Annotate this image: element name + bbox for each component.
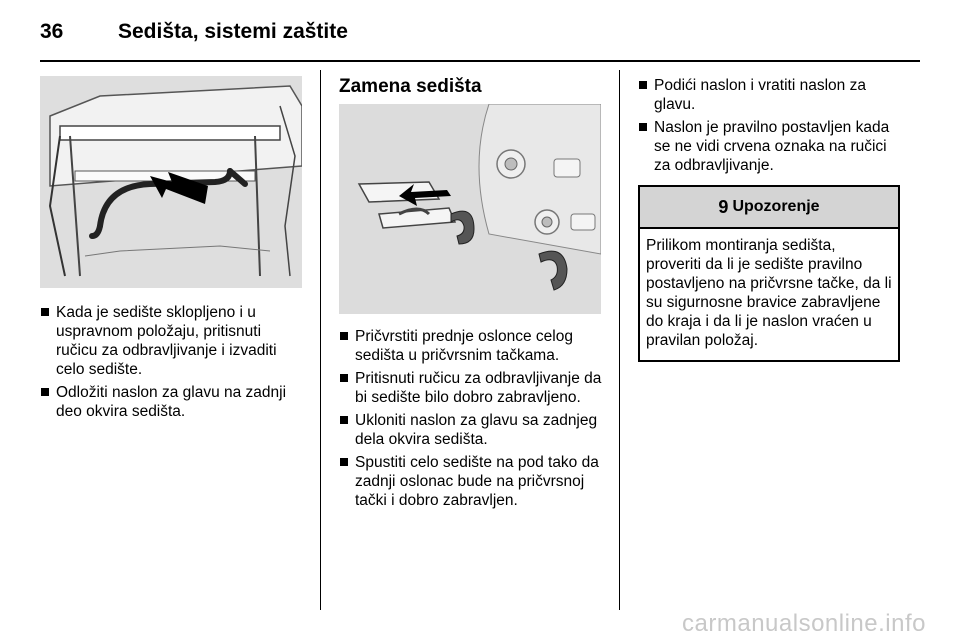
list-item: Pričvrstiti prednje oslonce celog sedišta u pričvrsnim tačkama.: [339, 327, 603, 365]
list-item: Podići naslon i vratiti naslon za glavu.: [638, 76, 900, 114]
middle-column: [339, 76, 603, 514]
right-column: [638, 76, 900, 362]
warning-box: [638, 185, 900, 362]
seat-mount-illustration: [339, 104, 601, 314]
header-rule: [40, 60, 920, 62]
list-item: Naslon je pravilno postavljen kada se ne vidi crvena oznaka na ručici za odbravljivanje.: [638, 118, 900, 175]
list-item: Pritisnuti ručicu za odbravljivanje da bi sedište bilo dobro zabravljeno.: [339, 369, 603, 407]
column-divider-right: [619, 70, 620, 610]
column-divider-left: [320, 70, 321, 610]
list-item: Ukloniti naslon za glavu sa zadnjeg dela okvira sedišta.: [339, 411, 603, 449]
warning-text: Prilikom montiranja sedišta, proveriti da li je sedište pravilno postavljeno na pričvrsne tačke, da li su sigurnosne bravice zabravljene do kraja i da li je naslon vraćen u pravilan položaj.: [646, 237, 892, 349]
watermark: carmanualsonline.info: [682, 610, 926, 637]
seat-release-illustration: [40, 76, 302, 288]
warning-title: Upozorenje: [732, 198, 820, 215]
page-number: 36: [40, 20, 64, 43]
page-header: [40, 20, 920, 60]
left-column: [40, 76, 302, 425]
list-item: Spustiti celo sedište na pod tako da zadnji oslonac bude na pričvrsnoj tački i dobro zabravljen.: [339, 453, 603, 510]
middle-bullet-list: [339, 327, 603, 510]
right-bullet-list: [638, 76, 900, 175]
list-item: Kada je sedište sklopljeno i u uspravnom položaju, pritisnuti ručicu za odbravljivanje i izvaditi celo sedište.: [40, 303, 302, 379]
left-bullet-list: [40, 303, 302, 421]
list-item: Odložiti naslon za glavu na zadnji deo okvira sedišta.: [40, 383, 302, 421]
page-title: Sedišta, sistemi zaštite: [118, 20, 348, 43]
warning-icon: 9: [718, 197, 729, 217]
warning-header: [640, 187, 898, 229]
section-title: Zamena sedišta: [339, 76, 482, 97]
